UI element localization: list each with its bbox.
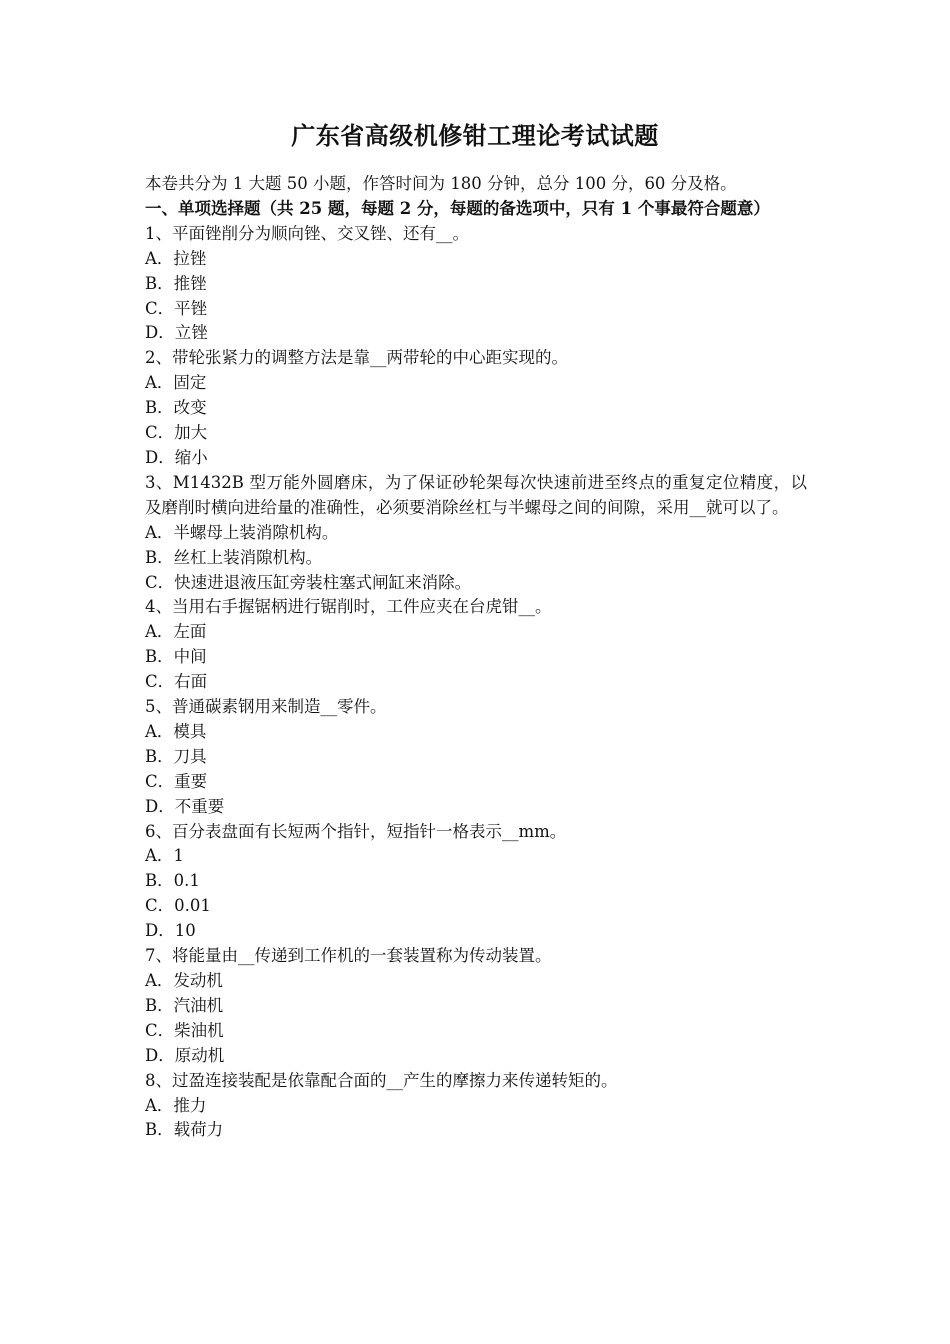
exam-intro: 本卷共分为 1 大题 50 小题，作答时间为 180 分钟，总分 100 分，60 分及格。 [145, 174, 737, 193]
question-stem: 2、带轮张紧力的调整方法是靠__两带轮的中心距实现的。 [145, 348, 568, 368]
option-a: A．发动机 [145, 971, 223, 990]
option-c: C．快速进退液压缸旁装柱塞式闸缸来消除。 [145, 572, 472, 592]
question-stem: 4、当用右手握锯柄进行锯削时，工件应夹在台虎钳__。 [145, 597, 552, 617]
question-stem: 8、过盈连接装配是依靠配合面的__产生的摩擦力来传递转矩的。 [145, 1070, 618, 1090]
option-a: A．推力 [145, 1095, 207, 1115]
option-d: D．不重要 [145, 796, 225, 816]
option-b: B．0.1 [145, 871, 200, 891]
section-heading: 一、单项选择题（共 25 题，每题 2 分，每题的备选项中，只有 1 个事最符合题意） [145, 198, 770, 218]
option-c: C．重要 [145, 771, 208, 791]
question-stem: 5、普通碳素钢用来制造__零件。 [145, 697, 387, 717]
question-3 [145, 471, 807, 596]
option-c: C．右面 [145, 672, 208, 692]
question-stem: 3、M1432B 型万能外圆磨床，为了保证砂轮架每次快速前进至终点的重复定位精度，以及磨削时横向进给量的准确性，必须要消除丝杠与半螺母之间的间隙，采用__就可以了。 [145, 472, 807, 517]
option-c: C．0.01 [145, 896, 211, 916]
option-d: D．立锉 [145, 323, 208, 343]
option-b: B．刀具 [145, 746, 207, 766]
question-stem: 6、百分表盘面有长短两个指针，短指针一格表示__mm。 [145, 821, 567, 841]
option-a: A．1 [145, 846, 184, 866]
question-stem: 1、平面锉削分为顺向锉、交叉锉、还有__。 [145, 223, 469, 243]
option-a: A．左面 [145, 622, 207, 642]
option-a: A．模具 [145, 721, 207, 741]
option-d: D．缩小 [145, 447, 208, 467]
option-b: B．推锉 [145, 273, 207, 293]
option-d: D．10 [145, 921, 196, 941]
document-title: 广东省高级机修钳工理论考试试题 [291, 121, 659, 150]
option-c: C．加大 [145, 423, 208, 443]
option-b: B．载荷力 [145, 1120, 224, 1140]
question-5 [145, 695, 807, 820]
question-7 [145, 944, 807, 1069]
option-c: C．平锉 [145, 298, 208, 318]
option-d: D．原动机 [145, 1045, 225, 1065]
document-body [145, 172, 807, 1143]
question-2 [145, 346, 807, 471]
option-b: B．改变 [145, 398, 207, 418]
option-a: A．固定 [145, 373, 207, 393]
option-b: B．汽油机 [145, 995, 224, 1015]
question-4 [145, 595, 807, 695]
option-c: C．柴油机 [145, 1020, 224, 1040]
option-a: A．半螺母上装消隙机构。 [145, 522, 339, 542]
question-1 [145, 222, 807, 347]
option-b: B．丝杠上装消隙机构。 [145, 547, 323, 567]
option-a: A．拉锉 [145, 248, 207, 268]
question-8 [145, 1069, 807, 1144]
question-6 [145, 820, 807, 945]
option-b: B．中间 [145, 647, 207, 667]
question-stem: 7、将能量由__传递到工作机的一套装置称为传动装置。 [145, 946, 552, 966]
